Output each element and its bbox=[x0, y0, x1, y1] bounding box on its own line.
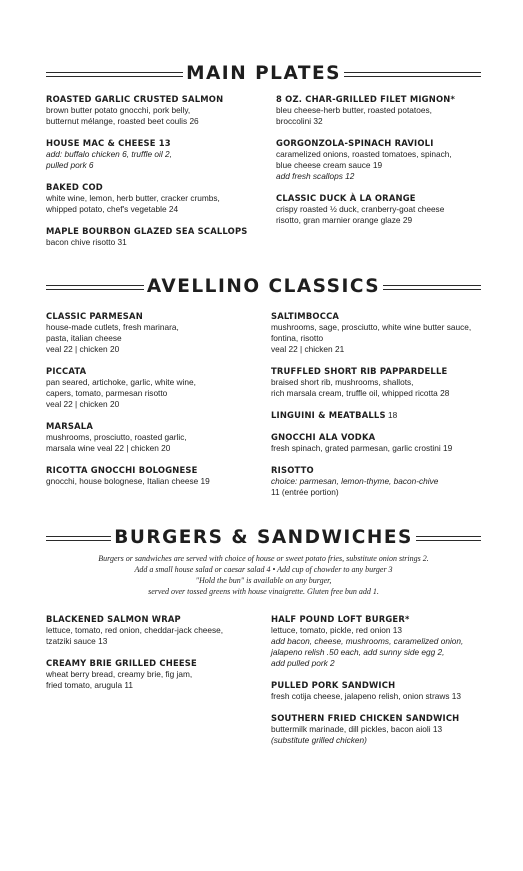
menu-item-description: pan seared, artichoke, garlic, white wine, bbox=[46, 377, 196, 387]
menu-item-name-text: ROASTED GARLIC CRUSTED SALMON bbox=[46, 94, 224, 104]
menu-item-name bbox=[46, 465, 266, 476]
menu-item-name-text: CREAMY BRIE GRILLED CHEESE bbox=[46, 658, 197, 668]
menu-item-name bbox=[271, 713, 491, 724]
menu-item-name bbox=[46, 658, 266, 669]
menu-item bbox=[46, 311, 266, 355]
menu-item-description: lettuce, tomato, pickle, red onion 13 bbox=[271, 625, 402, 635]
menu-item-description: mushrooms, sage, prosciutto, white wine butter sauce, bbox=[271, 322, 472, 332]
menu-item-addon: add pulled pork 2 bbox=[271, 658, 335, 668]
intro-line: served over tossed greens with house vinaigrette. Gluten free bun add 1. bbox=[148, 587, 379, 596]
menu-item bbox=[276, 94, 496, 127]
menu-item bbox=[46, 226, 266, 248]
item-spacer bbox=[271, 355, 491, 366]
menu-item bbox=[276, 138, 496, 182]
menu-item-description: lettuce, tomato, red onion, cheddar-jack cheese, bbox=[46, 625, 224, 635]
menu-item bbox=[271, 713, 491, 746]
menu-item-name bbox=[46, 94, 266, 105]
menu-item bbox=[271, 366, 491, 399]
double-rule-left bbox=[46, 283, 144, 292]
section-title: BURGERS & SANDWICHES bbox=[114, 526, 413, 548]
menu-item-name-text: CLASSIC DUCK À LA ORANGE bbox=[276, 193, 416, 203]
menu-item-description: fresh spinach, grated parmesan, garlic crostini 19 bbox=[271, 443, 453, 453]
menu-item-description: mushrooms, prosciutto, roasted garlic, bbox=[46, 432, 187, 442]
menu-item-name bbox=[271, 366, 491, 377]
menu-item-addon: add: buffalo chicken 6, truffle oil 2, bbox=[46, 149, 172, 159]
menu-item-name-text: HOUSE MAC & CHEESE 13 bbox=[46, 138, 171, 148]
menu-item-name-text: RISOTTO bbox=[271, 465, 314, 475]
menu-item-addon: choice: parmesan, lemon-thyme, bacon-chive bbox=[271, 476, 439, 486]
menu-item-addon: add bacon, cheese, mushrooms, caramelized onion, bbox=[271, 636, 464, 646]
intro-line: "Hold the bun" is available on any burger, bbox=[195, 576, 332, 585]
menu-item-name-text: CLASSIC PARMESAN bbox=[46, 311, 143, 321]
menu-item-description: fried tomato, arugula 11 bbox=[46, 680, 134, 690]
menu-item bbox=[271, 465, 491, 498]
menu-item-name bbox=[271, 410, 491, 421]
menu-item-name bbox=[46, 311, 266, 322]
menu-item bbox=[276, 193, 496, 226]
menu-item-description: gnocchi, house bolognese, Italian cheese 19 bbox=[46, 476, 210, 486]
item-spacer bbox=[276, 127, 496, 138]
item-spacer bbox=[271, 702, 491, 713]
burgers-left-column bbox=[46, 614, 266, 691]
burgers-intro-note bbox=[46, 553, 481, 597]
menu-item bbox=[271, 680, 491, 702]
menu-item-name bbox=[46, 138, 266, 149]
double-rule-right bbox=[383, 283, 481, 292]
menu-item-name-text: RICOTTA GNOCCHI BOLOGNESE bbox=[46, 465, 198, 475]
menu-item-name bbox=[271, 614, 491, 625]
item-spacer bbox=[46, 215, 266, 226]
menu-item-description: caramelized onions, roasted tomatoes, spinach, bbox=[276, 149, 452, 159]
menu-item-name-text: TRUFFLED SHORT RIB PAPPARDELLE bbox=[271, 366, 448, 376]
intro-line: Add a small house salad or caesar salad 4 • Add cup of chowder to any burger 3 bbox=[134, 565, 393, 574]
menu-item-description: rich marsala cream, truffle oil, whipped ricotta 28 bbox=[271, 388, 450, 398]
item-spacer bbox=[46, 355, 266, 366]
classics-left-column bbox=[46, 311, 266, 487]
menu-item-description: risotto, gran marnier orange glaze 29 bbox=[276, 215, 413, 225]
menu-item-description: white wine, lemon, herb butter, cracker crumbs, bbox=[46, 193, 220, 203]
main-plates-left-column bbox=[46, 94, 266, 248]
menu-item bbox=[271, 614, 491, 669]
classics-right-column bbox=[271, 311, 491, 498]
menu-item-description: veal 22 | chicken 20 bbox=[46, 399, 120, 409]
menu-item-name bbox=[46, 226, 266, 237]
menu-item-name-text: SOUTHERN FRIED CHICKEN SANDWICH bbox=[271, 713, 460, 723]
menu-item-name-text: BAKED COD bbox=[46, 182, 103, 192]
item-spacer bbox=[46, 454, 266, 465]
menu-item-description: broccolini 32 bbox=[276, 116, 323, 126]
menu-item-description: capers, tomato, parmesan risotto bbox=[46, 388, 168, 398]
menu-item-description: 11 (entrée portion) bbox=[271, 487, 339, 497]
item-spacer bbox=[46, 410, 266, 421]
menu-item bbox=[46, 465, 266, 487]
menu-item-addon: jalapeno relish .50 each, add sunny side egg 2, bbox=[271, 647, 445, 657]
menu-item bbox=[271, 432, 491, 454]
menu-item-name bbox=[271, 465, 491, 476]
menu-item-name bbox=[46, 182, 266, 193]
menu-item-name bbox=[271, 680, 491, 691]
item-spacer bbox=[46, 127, 266, 138]
menu-item-description: house-made cutlets, fresh marinara, bbox=[46, 322, 179, 332]
menu-item-description: wheat berry bread, creamy brie, fig jam, bbox=[46, 669, 193, 679]
menu-item-name-text: GNOCCHI ALA VODKA bbox=[271, 432, 376, 442]
menu-item-description: fresh cotija cheese, jalapeno relish, onion straws 13 bbox=[271, 691, 462, 701]
menu-item-name bbox=[46, 614, 266, 625]
menu-item-name bbox=[276, 138, 496, 149]
section-title: AVELLINO CLASSICS bbox=[146, 275, 381, 297]
menu-item-description: whipped potato, chef's vegetable 24 bbox=[46, 204, 179, 214]
menu-item bbox=[46, 658, 266, 691]
menu-item-description: buttermilk marinade, dill pickles, bacon aioli 13 bbox=[271, 724, 443, 734]
menu-item-name-text: BLACKENED SALMON WRAP bbox=[46, 614, 181, 624]
menu-item-name-text: MARSALA bbox=[46, 421, 93, 431]
item-spacer bbox=[271, 669, 491, 680]
item-spacer bbox=[46, 171, 266, 182]
menu-item bbox=[46, 182, 266, 215]
menu-item-name-text: 8 OZ. CHAR-GRILLED FILET MIGNON* bbox=[276, 94, 456, 104]
menu-item-description: brown butter potato gnocchi, pork belly, bbox=[46, 105, 191, 115]
menu-item-name-text: HALF POUND LOFT BURGER* bbox=[271, 614, 410, 624]
menu-item-addon: pulled pork 6 bbox=[46, 160, 94, 170]
menu-item bbox=[46, 366, 266, 410]
section-header-avellino-classics bbox=[46, 274, 481, 300]
menu-item-description: braised short rib, mushrooms, shallots, bbox=[271, 377, 414, 387]
menu-item-description: veal 22 | chicken 21 bbox=[271, 344, 345, 354]
menu-item-name-text: LINGUINI & MEATBALLS bbox=[271, 410, 386, 420]
section-header-main-plates bbox=[46, 61, 481, 87]
menu-item-description: tzatziki sauce 13 bbox=[46, 636, 108, 646]
menu-item-name bbox=[46, 421, 266, 432]
menu-item-name-text: SALTIMBOCCA bbox=[271, 311, 340, 321]
menu-item-name-text: GORGONZOLA-SPINACH RAVIOLI bbox=[276, 138, 434, 148]
menu-item-name bbox=[271, 311, 491, 322]
double-rule-right bbox=[344, 70, 481, 79]
menu-item bbox=[46, 614, 266, 647]
menu-item-description: veal 22 | chicken 20 bbox=[46, 344, 120, 354]
menu-item-description: marsala wine veal 22 | chicken 20 bbox=[46, 443, 171, 453]
main-plates-right-column bbox=[276, 94, 496, 226]
menu-item-addon: add fresh scallops 12 bbox=[276, 171, 355, 181]
menu-item-description: butternut mélange, roasted beet coulis 26 bbox=[46, 116, 199, 126]
menu-item-price: 18 bbox=[388, 410, 398, 420]
menu-item bbox=[46, 94, 266, 127]
item-spacer bbox=[276, 182, 496, 193]
menu-item-description: blue cheese cream sauce 19 bbox=[276, 160, 383, 170]
menu-item-description: fontina, risotto bbox=[271, 333, 324, 343]
menu-item-description: bacon chive risotto 31 bbox=[46, 237, 127, 247]
burgers-right-column bbox=[271, 614, 491, 746]
item-spacer bbox=[271, 454, 491, 465]
item-spacer bbox=[271, 399, 491, 410]
menu-item-name-text: PICCATA bbox=[46, 366, 87, 376]
menu-item-name-text: MAPLE BOURBON GLAZED SEA SCALLOPS bbox=[46, 226, 248, 236]
menu-item bbox=[46, 138, 266, 171]
menu-item bbox=[271, 410, 491, 421]
double-rule-left bbox=[46, 534, 111, 543]
item-spacer bbox=[271, 421, 491, 432]
menu-item-description: bleu cheese-herb butter, roasted potatoes, bbox=[276, 105, 432, 115]
menu-item-name bbox=[276, 193, 496, 204]
menu-item-description: pasta, italian cheese bbox=[46, 333, 122, 343]
item-spacer bbox=[46, 647, 266, 658]
double-rule-left bbox=[46, 70, 183, 79]
menu-item bbox=[46, 421, 266, 454]
menu-item-addon: (substitute grilled chicken) bbox=[271, 735, 367, 745]
menu-item bbox=[271, 311, 491, 355]
section-title: MAIN PLATES bbox=[186, 62, 341, 84]
menu-item-name bbox=[276, 94, 496, 105]
intro-line: Burgers or sandwiches are served with choice of house or sweet potato fries, substitute onion strings 2. bbox=[98, 554, 429, 563]
menu-item-name-text: PULLED PORK SANDWICH bbox=[271, 680, 396, 690]
menu-item-name bbox=[271, 432, 491, 443]
menu-item-description: crispy roasted ½ duck, cranberry-goat cheese bbox=[276, 204, 445, 214]
section-header-burgers-sandwiches bbox=[46, 525, 481, 551]
menu-item-name bbox=[46, 366, 266, 377]
double-rule-right bbox=[416, 534, 481, 543]
